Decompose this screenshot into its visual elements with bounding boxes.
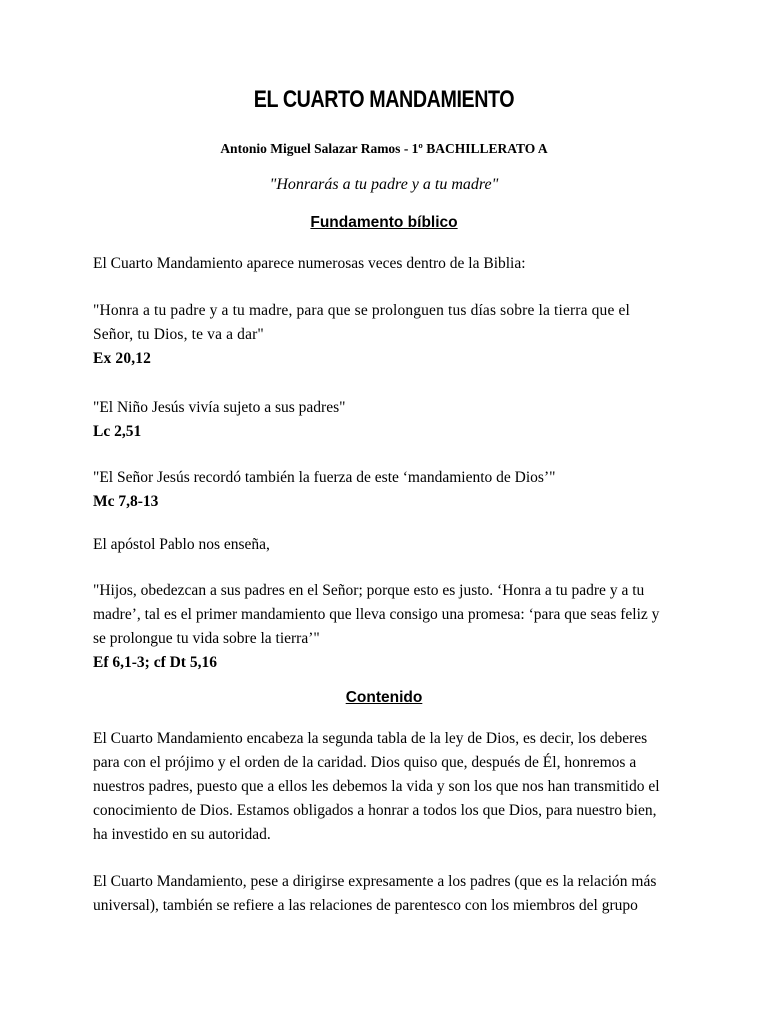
- quote-line: "Hijos, obedezcan a sus padres en el Señor; porque esto es justo. ‘Honra a tu padre y a tu: [93, 582, 645, 599]
- quote-lc: [93, 396, 683, 444]
- quote-mc: [93, 466, 683, 514]
- quote-line: "El Niño Jesús vivía sujeto a sus padres": [93, 399, 346, 416]
- paul-intro: El apóstol Pablo nos enseña,: [93, 536, 270, 553]
- motto: "Honrarás a tu padre y a tu madre": [269, 176, 499, 193]
- paragraph-line: universal), también se refiere a las relaciones de parentesco con los miembros del grupo: [93, 897, 638, 914]
- author-line: Antonio Miguel Salazar Ramos - 1º BACHILLERATO A: [220, 141, 548, 156]
- contenido-paragraph-2: [93, 870, 683, 918]
- quote-line: se prolongue tu vida sobre la tierra’": [93, 630, 320, 647]
- paragraph-line: El Cuarto Mandamiento encabeza la segunda tabla de la ley de Dios, es decir, los deberes: [93, 730, 648, 747]
- bible-reference: Ex 20,12: [93, 350, 152, 367]
- heading-contenido: Contenido: [345, 689, 423, 706]
- quote-ex: [93, 299, 693, 371]
- quote-line: madre’, tal es el primer mandamiento que lleva consigo una promesa: ‘para que seas feliz y: [93, 606, 660, 623]
- paragraph-line: ha investido en su autoridad.: [93, 826, 271, 843]
- quote-line: "Honra a tu padre y a tu madre, para que se prolonguen tus días sobre la tierra que el: [93, 302, 630, 319]
- bible-reference: Ef 6,1-3; cf Dt 5,16: [93, 654, 217, 671]
- quote-ef: [93, 579, 683, 675]
- paragraph-line: nuestros padres, puesto que a ellos les debemos la vida y son los que nos han transmitido el: [93, 778, 660, 795]
- paragraph-line: El Cuarto Mandamiento, pese a dirigirse expresamente a los padres (que es la relación más: [93, 873, 657, 890]
- paragraph-line: conocimiento de Dios. Estamos obligados a honrar a todos los que Dios, para nuestro bien,: [93, 802, 657, 819]
- bible-reference: Mc 7,8-13: [93, 493, 159, 510]
- bible-reference: Lc 2,51: [93, 423, 142, 440]
- contenido-paragraph-1: [93, 727, 683, 847]
- document-title: EL CUARTO MANDAMIENTO: [253, 86, 515, 113]
- quote-line: "El Señor Jesús recordó también la fuerza de este ‘mandamiento de Dios’": [93, 469, 556, 486]
- quote-line: Señor, tu Dios, te va a dar": [93, 326, 264, 343]
- paragraph-line: para con el prójimo y el orden de la caridad. Dios quiso que, después de Él, honremos a: [93, 754, 637, 771]
- intro-paragraph: El Cuarto Mandamiento aparece numerosas veces dentro de la Biblia:: [93, 255, 526, 272]
- heading-fundamento-biblico: Fundamento bíblico: [310, 214, 458, 231]
